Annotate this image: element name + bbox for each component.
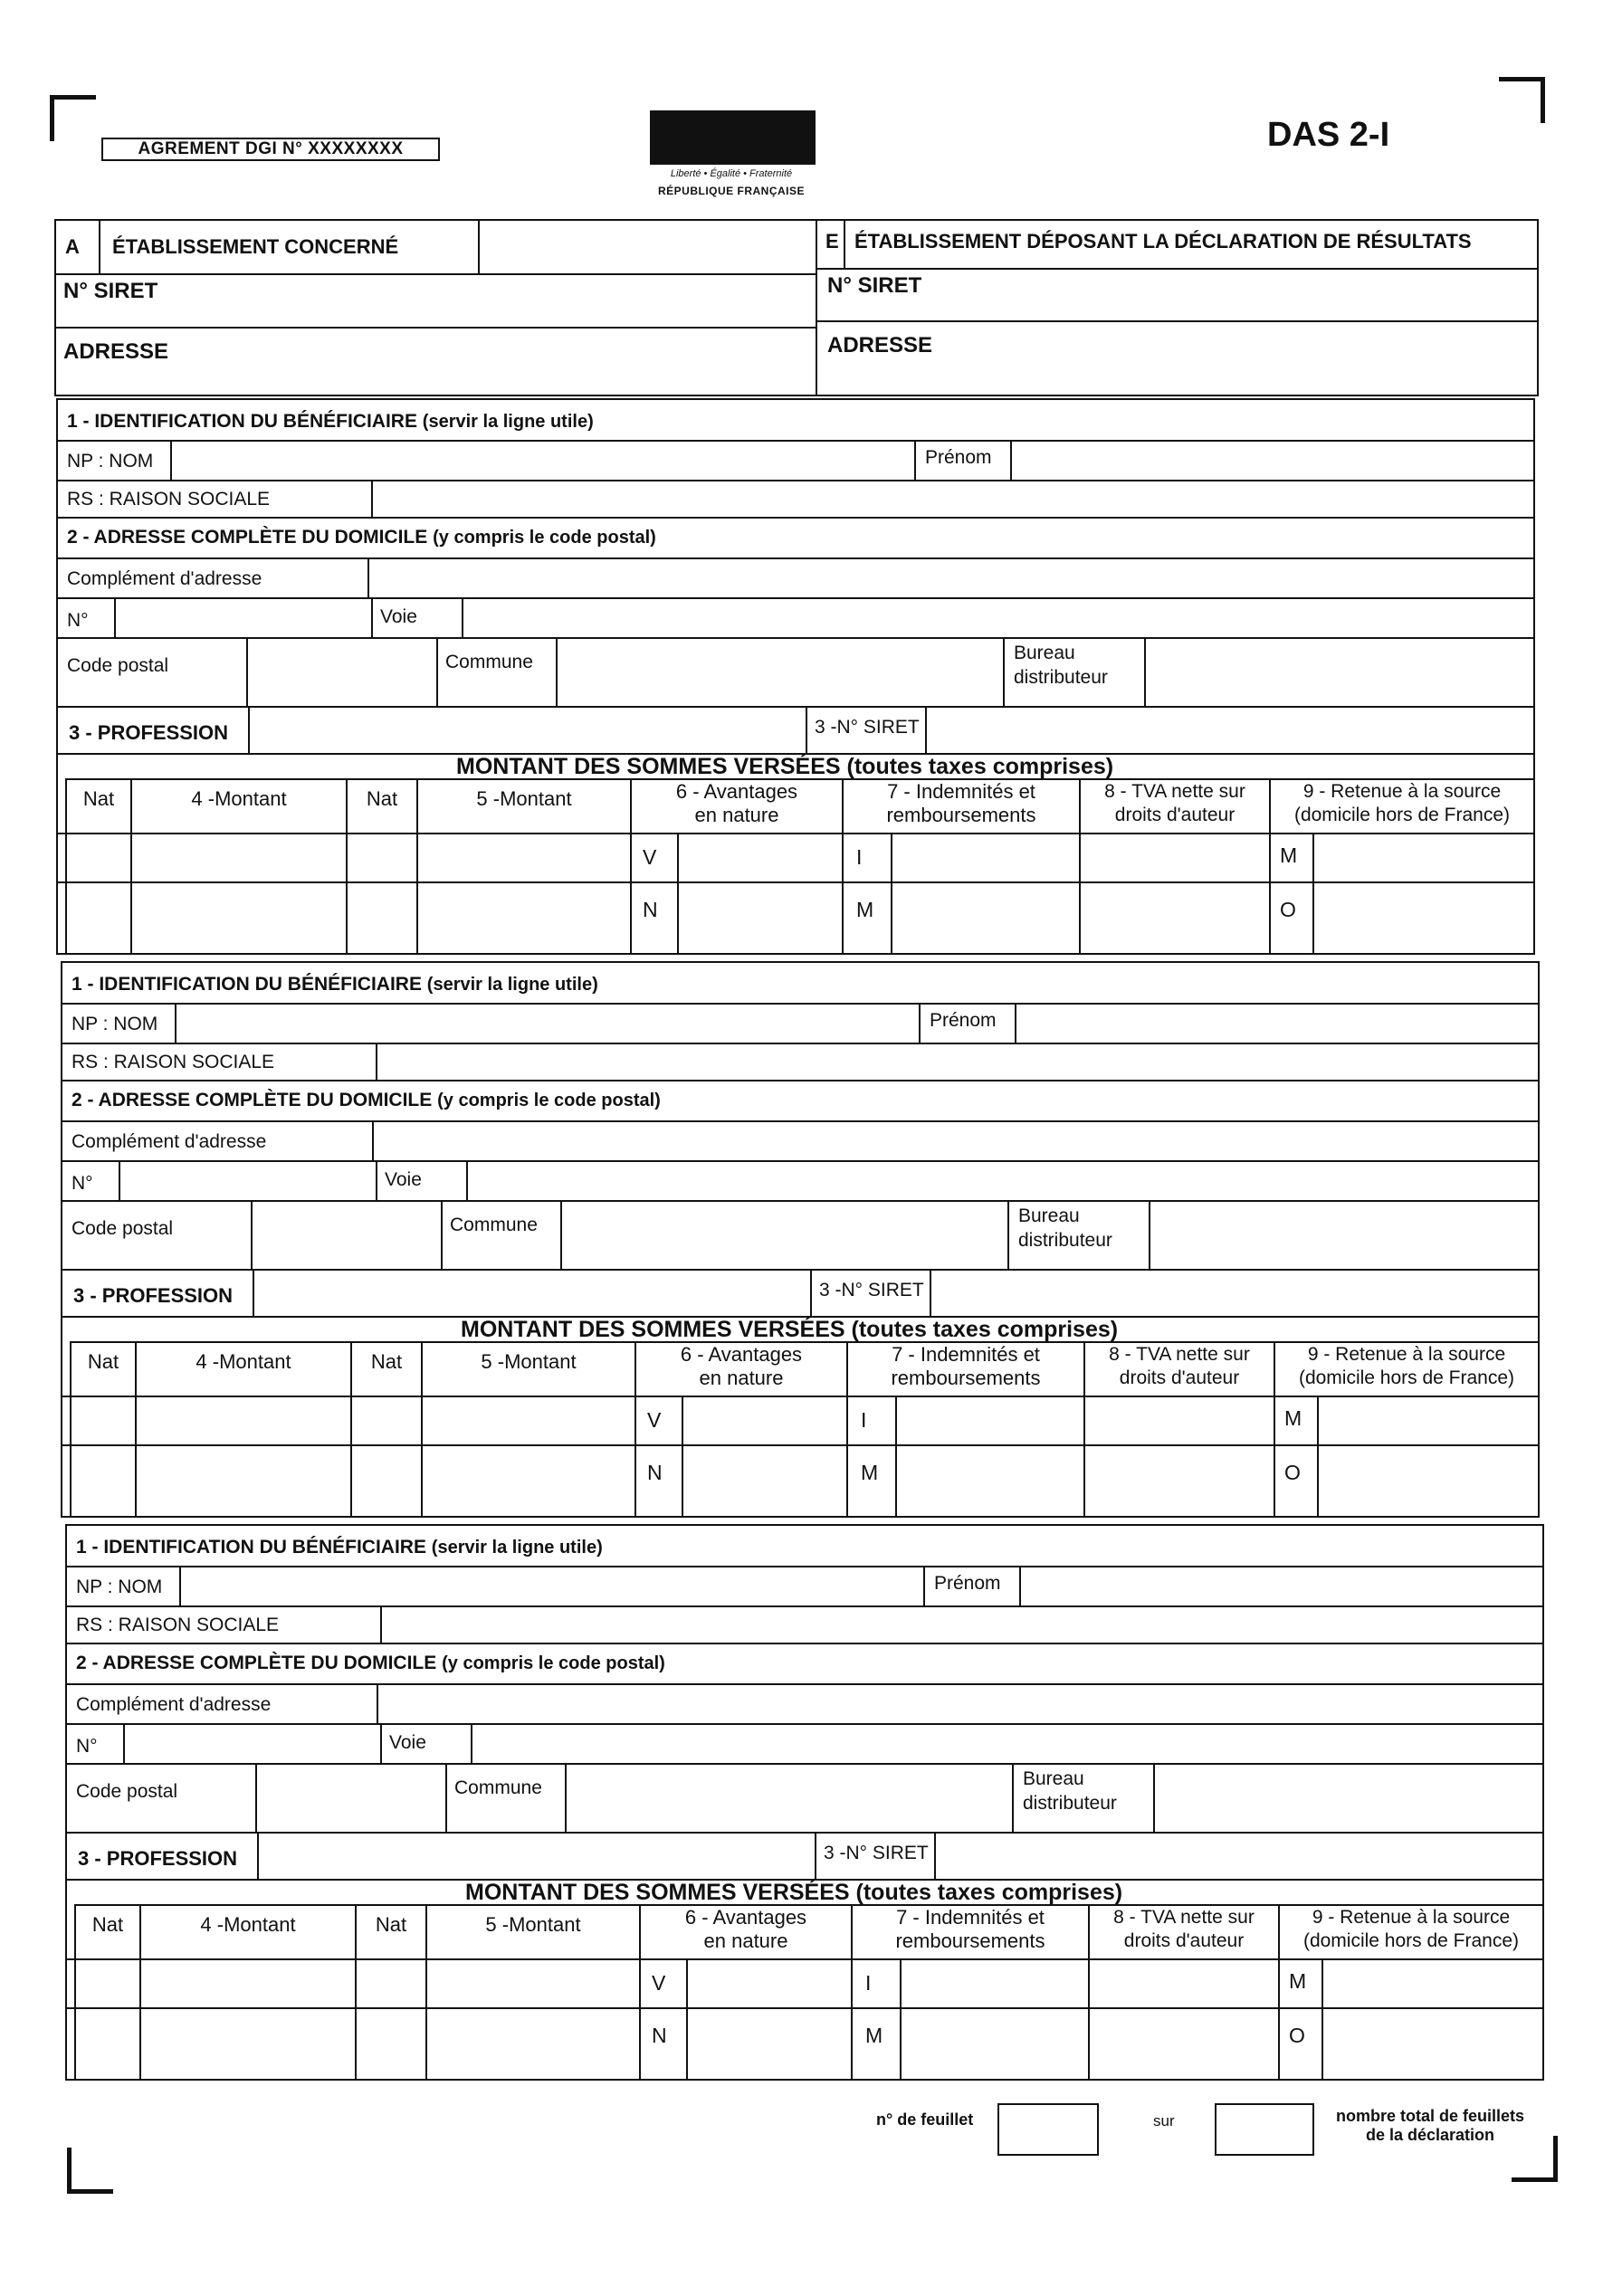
section-a-letter: A [65,235,80,258]
complement-label: Complément d'adresse [67,568,262,589]
crop-mark-bottom-left [67,2148,113,2194]
col-9-line1: 9 - Retenue à la source [1307,1344,1506,1365]
code-v: V [652,1971,666,1995]
sec1-title: 1 - IDENTIFICATION DU BÉNÉFICIAIRE [76,1537,426,1558]
e-siret-label: N° SIRET [827,273,922,298]
code-o: O [1284,1461,1301,1484]
form-code: DAS 2-I [1267,116,1390,154]
profession-label: 3 - PROFESSION [73,1284,234,1307]
bureau-label: Bureau [1014,643,1075,663]
complement-label: Complément d'adresse [76,1694,272,1715]
republique-logo [645,110,817,208]
code-i: I [865,1971,872,1995]
code-m: M [861,1461,879,1484]
col-montant-4: 4 -Montant [196,1350,291,1373]
code-m: M [856,898,874,921]
prenom-label: Prénom [934,1573,1001,1594]
crop-mark-top-right [1499,77,1545,123]
numero-label: N° [67,610,89,631]
col-8-line1: 8 - TVA nette sur [1113,1907,1255,1928]
col-7-line1: 7 - Indemnités et [896,1906,1045,1929]
sec2-title: 2 - ADRESSE COMPLÈTE DU DOMICILE [76,1653,437,1673]
section-e-title: ÉTABLISSEMENT DÉPOSANT LA DÉCLARATION DE RÉSULTATS [854,230,1472,252]
code-m9: M [1284,1406,1302,1430]
section-e-letter: E [825,230,839,252]
sec2-title: 2 - ADRESSE COMPLÈTE DU DOMICILE [67,527,428,548]
code-m9: M [1280,843,1298,867]
numero-label: N° [72,1173,93,1194]
code-n: N [643,898,658,921]
montant-title: MONTANT DES SOMMES VERSÉES (toutes taxes comprises) [465,1880,1123,1905]
code-n: N [652,2024,667,2047]
distributeur-label: distributeur [1018,1230,1112,1251]
col-montant-5: 5 -Montant [481,1350,577,1373]
code-o: O [1280,898,1296,921]
section-a-title: ÉTABLISSEMENT CONCERNÉ [112,235,399,258]
col-montant-5: 5 -Montant [476,787,572,810]
col-7-line2: remboursements [895,1929,1045,1952]
col-nat-1: Nat [82,787,115,810]
logo-motto: Liberté • Égalité • Fraternité [670,168,793,179]
voie-label: Voie [380,606,417,627]
logo-republic: RÉPUBLIQUE FRANÇAISE [657,185,805,197]
a-adresse-label: ADRESSE [63,339,169,364]
sec1-note: (servir la ligne utile) [431,1538,603,1558]
voie-label: Voie [389,1732,426,1753]
col-6-line1: 6 - Avantages [675,780,798,803]
code-postal-label: Code postal [67,655,169,676]
code-i: I [861,1408,867,1432]
np-nom-label: NP : NOM [76,1577,163,1597]
code-postal-label: Code postal [72,1218,174,1239]
code-m: M [865,2024,883,2047]
col-7-line2: remboursements [891,1367,1041,1389]
col-montant-4: 4 -Montant [191,787,287,810]
agrement-number: AGREMENT DGI N° XXXXXXXX [101,138,440,161]
rs-label: RS : RAISON SOCIALE [72,1052,275,1072]
header-table [54,219,1539,396]
marianne-emblem-icon [650,110,816,165]
commune-label: Commune [445,652,533,672]
col-nat-2: Nat [370,1350,403,1373]
col-9-line2: (domicile hors de France) [1298,1367,1515,1388]
crop-mark-top-left [50,95,96,141]
montant-title: MONTANT DES SOMMES VERSÉES (toutes taxes comprises) [461,1317,1119,1342]
col-8-line2: droits d'auteur [1123,1930,1245,1951]
montant-title: MONTANT DES SOMMES VERSÉES (toutes taxes comprises) [456,754,1114,779]
col-6-line2: en nature [703,1929,788,1952]
code-postal-label: Code postal [76,1781,178,1802]
col-9-line1: 9 - Retenue à la source [1312,1907,1511,1928]
total-feuillets-label [1321,2107,1539,2145]
bureau-label: Bureau [1023,1768,1084,1789]
code-v: V [643,845,657,869]
code-i: I [856,845,863,869]
sec2-note: (y compris le code postal) [442,1653,665,1673]
total-line2: de la déclaration [1365,2126,1495,2144]
col-8-line2: droits d'auteur [1114,805,1236,825]
code-n: N [647,1461,663,1484]
sec2-note: (y compris le code postal) [433,528,656,548]
prenom-label: Prénom [930,1010,997,1031]
total-line1: nombre total de feuillets [1335,2107,1525,2125]
feuillet-number-field[interactable] [997,2103,1099,2156]
col-8-line2: droits d'auteur [1119,1367,1240,1388]
col-6-line2: en nature [694,804,779,826]
rs-label: RS : RAISON SOCIALE [76,1615,280,1635]
distributeur-label: distributeur [1023,1793,1117,1814]
profession-label: 3 - PROFESSION [69,721,229,744]
sec1-note: (servir la ligne utile) [422,412,594,432]
siret3-label: 3 -N° SIRET [824,1843,929,1863]
col-montant-4: 4 -Montant [200,1913,296,1936]
col-8-line1: 8 - TVA nette sur [1109,1344,1250,1365]
col-9-line2: (domicile hors de France) [1302,1930,1520,1951]
code-o: O [1289,2024,1305,2047]
sec2-note: (y compris le code postal) [437,1091,661,1110]
siret3-label: 3 -N° SIRET [815,717,920,738]
np-nom-label: NP : NOM [67,451,154,472]
rs-label: RS : RAISON SOCIALE [67,489,271,510]
a-siret-label: N° SIRET [63,279,158,303]
voie-label: Voie [385,1169,422,1190]
siret3-label: 3 -N° SIRET [819,1280,924,1300]
col-7-line1: 7 - Indemnités et [892,1343,1040,1366]
col-9-line1: 9 - Retenue à la source [1302,781,1502,802]
col-9-line2: (domicile hors de France) [1293,805,1511,825]
sec1-title: 1 - IDENTIFICATION DU BÉNÉFICIAIRE [67,411,417,432]
col-7-line1: 7 - Indemnités et [887,780,1035,803]
col-6-line1: 6 - Avantages [684,1906,807,1929]
bureau-label: Bureau [1018,1205,1080,1226]
np-nom-label: NP : NOM [72,1014,158,1034]
distributeur-label: distributeur [1014,667,1108,688]
code-v: V [647,1408,662,1432]
sec1-note: (servir la ligne utile) [426,975,598,995]
total-feuillets-field[interactable] [1215,2103,1314,2156]
complement-label: Complément d'adresse [72,1131,267,1152]
col-nat-2: Nat [366,787,398,810]
col-montant-5: 5 -Montant [485,1913,581,1936]
beneficiary-block [61,961,1540,1518]
prenom-label: Prénom [925,447,992,468]
numero-label: N° [76,1736,98,1757]
col-6-line1: 6 - Avantages [680,1343,803,1366]
col-nat-1: Nat [91,1913,124,1936]
col-8-line1: 8 - TVA nette sur [1104,781,1245,802]
col-nat-1: Nat [87,1350,119,1373]
col-7-line2: remboursements [886,804,1036,826]
commune-label: Commune [450,1215,538,1235]
feuillet-label: n° de feuillet [876,2110,974,2129]
sur-label: sur [1153,2112,1175,2129]
profession-label: 3 - PROFESSION [78,1847,238,1870]
col-6-line2: en nature [699,1367,784,1389]
sec1-title: 1 - IDENTIFICATION DU BÉNÉFICIAIRE [72,974,422,995]
commune-label: Commune [454,1777,542,1798]
col-nat-2: Nat [375,1913,407,1936]
beneficiary-block [65,1524,1544,2081]
code-m9: M [1289,1969,1307,1993]
sec2-title: 2 - ADRESSE COMPLÈTE DU DOMICILE [72,1090,433,1110]
e-adresse-label: ADRESSE [827,333,933,357]
beneficiary-block [56,398,1535,955]
